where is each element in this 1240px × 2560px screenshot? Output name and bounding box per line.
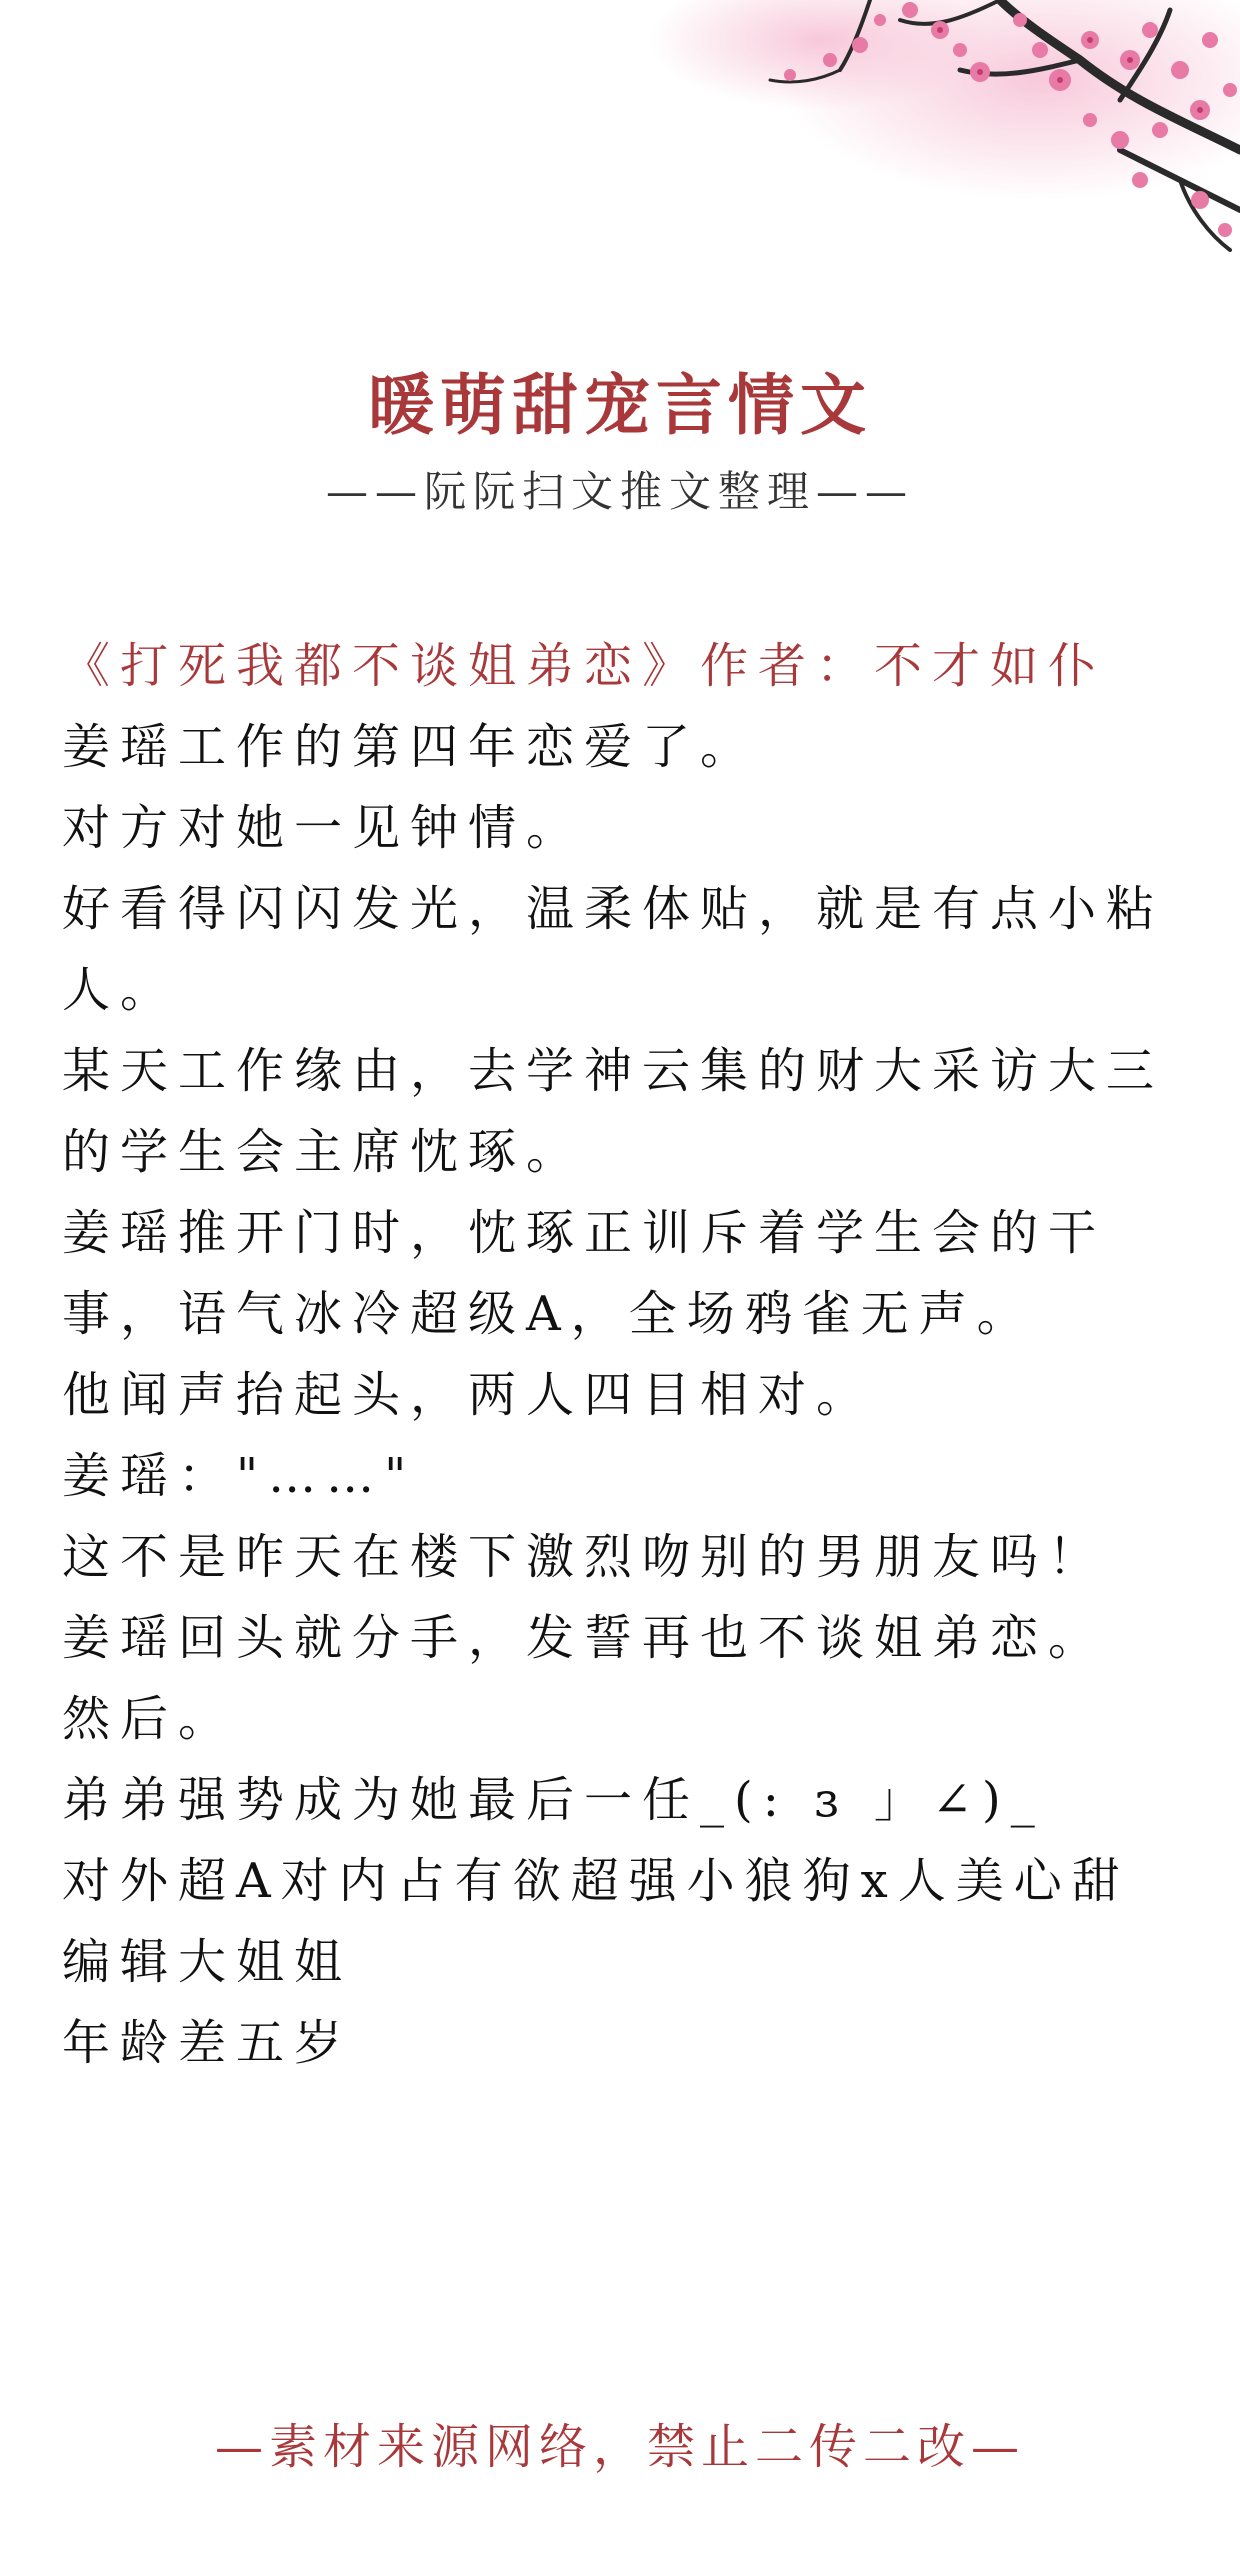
paragraph: 年龄差五岁 [62, 2015, 353, 2071]
paragraph: 对方对她一见钟情。 [62, 800, 585, 856]
paragraph: 这不是昨天在楼下激烈吻别的男朋友吗！ [62, 1529, 1107, 1585]
plum-blossom-branch-icon [440, 0, 1240, 270]
paragraph: 对外超A对内占有欲超强小狼狗x人美心甜编辑大姐姐 [62, 1853, 1130, 1990]
paragraph: 弟弟强势成为她最后一任_(: ɜ 」∠)_ [62, 1772, 1045, 1828]
paragraph: 姜瑶："……" [62, 1448, 417, 1504]
page-subtitle: ——阮阮扫文推文整理—— [325, 467, 914, 516]
page-title: 暖萌甜宠言情文 [368, 366, 872, 444]
article-body [62, 626, 1182, 2084]
paragraph: 姜瑶推开门时，忱琢正训斥着学生会的干事，语气冰冷超级A，全场鸦雀无声。 [62, 1205, 1107, 1342]
paragraph: 姜瑶回头就分手，发誓再也不谈姐弟恋。 [62, 1610, 1107, 1666]
source-notice: —素材来源网络，禁止二传二改— [214, 2419, 1025, 2475]
paragraph: 然后。 [62, 1691, 237, 1747]
paragraph: 他闻声抬起头，两人四目相对。 [62, 1367, 875, 1423]
paragraph: 某天工作缘由，去学神云集的财大采访大三的学生会主席忱琢。 [62, 1043, 1165, 1180]
book-title: 《打死我都不谈姐弟恋》作者：不才如仆 [62, 638, 1107, 694]
paragraph: 姜瑶工作的第四年恋爱了。 [62, 719, 759, 775]
paragraph: 好看得闪闪发光，温柔体贴，就是有点小粘人。 [62, 881, 1165, 1018]
